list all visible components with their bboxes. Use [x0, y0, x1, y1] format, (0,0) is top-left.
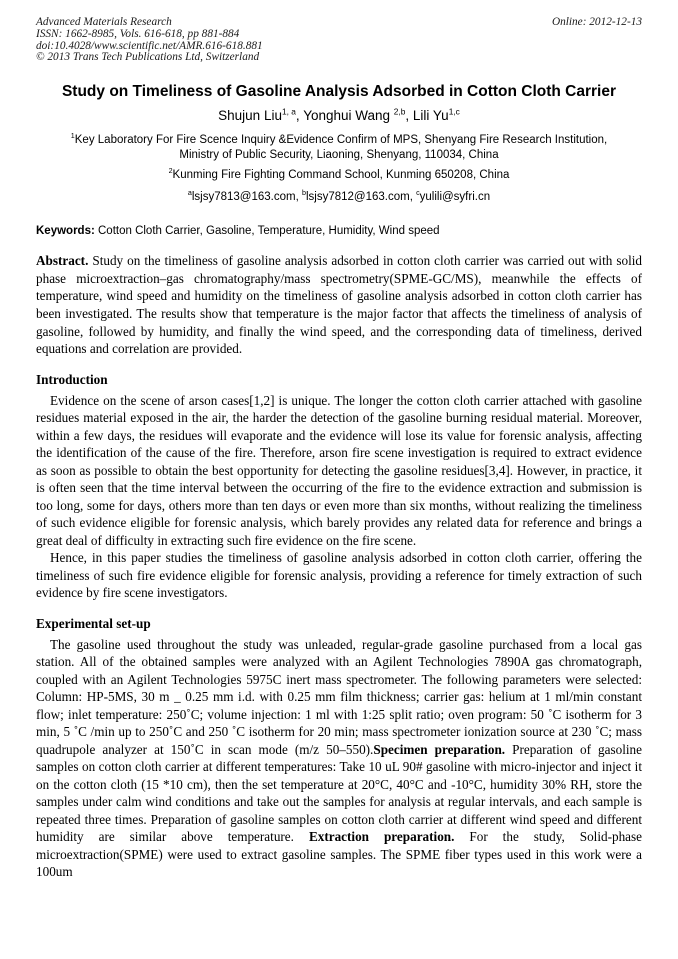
affiliation-1-text: Key Laboratory For Fire Scence Inquiry &Evidence Confirm of MPS, Shenyang Fire Research Institution, Ministry of Public Security, Liaoning, Shenyang, 110034, China [74, 134, 608, 162]
author-3 [413, 108, 460, 123]
author-1-affiliation-marker: 1, a [281, 106, 296, 117]
keywords-line [36, 224, 642, 239]
extraction-preparation-label: Extraction preparation. [308, 829, 455, 845]
experimental-text-2: Preparation of gasoline samples on cotton cloth carrier at different temperatures: Take 10 uL 90# gasoline with micro-injector and inject it on the cotton cloth (15 *10 cm), then the set temperature at 20°C, 40°C and -10°C, humidity 30% RH, store the samples under calm wind conditions and take out the samples for analysis at regular intervals, and each sample is repeated three times. Preparation of gasoline samples on cotton cloth carrier at different wind speed and different humidity are similar above temperature. [36, 741, 642, 845]
experimental-text-1: The gasoline used throughout the study was unleaded, regular-grade gasoline purchased from a local gas station. All of the obtained samples were analyzed with an Agilent Technologies 7890A gas chromatograph, coupled with an Agilent Technologies 5975C inert mass spectrometer. The following parameters were selected: Column: HP-5MS, 30 m _ 0.25 mm i.d. with 0.25 mm film thickness; carrier gas: helium at 1 ml/min constant flow; inlet temperature: 250˚C; volume injection: 1 ml with 1:25 split ratio; oven program: 50 ˚C isotherm for 3 min, 5 ˚C /min up to 250˚C and 250 ˚C isotherm for 20 min; mass spectrometer ionization source at 230 ˚C; mass quadrupole analyzer at 150˚C in scan mode (m/z 50–550). [36, 636, 642, 757]
author-1 [218, 108, 303, 123]
author-1-name: Shujun Liu [218, 108, 282, 124]
authors-line [36, 107, 642, 124]
experimental-text-3: For the study, Solid-phase microextraction(SPME) were used to extract gasoline samples. The SPME fiber types used in this work were a 100um [36, 829, 643, 880]
keywords-text: Cotton Cloth Carrier, Gasoline, Temperature, Humidity, Wind speed [94, 225, 440, 238]
email-a-separator: , [295, 191, 302, 204]
email-a [188, 191, 302, 203]
abstract-label: Abstract. [36, 253, 89, 269]
email-a-marker: a [187, 189, 192, 198]
author-emails-line [36, 190, 642, 205]
doi-line: doi:10.4028/www.scientific.net/AMR.616-618.881 [36, 39, 263, 52]
email-c-marker: c [416, 189, 420, 198]
journal-header [36, 17, 642, 64]
author-1-separator: , [295, 108, 304, 124]
section-heading-experimental: Experimental set-up [36, 615, 151, 631]
email-c [416, 191, 490, 203]
email-c-address: yulili@syfri.cn [419, 191, 491, 204]
email-a-address: lsjsy7813@163.com [191, 191, 296, 204]
author-3-name: Lili Yu [412, 108, 449, 124]
author-2-name: Yonghui Wang [303, 108, 394, 124]
email-b-address: lsjsy7812@163.com [305, 191, 410, 204]
abstract-text: Study on the timeliness of gasoline analysis adsorbed in cotton cloth carrier was carried out with solid phase microextraction–gas chromatography/mass spectrometry(SPME-GC/MS), meanwhile the effects of temperature, wind speed and humidity on the timeliness of gasoline analysis adsorbed in cotton cloth carrier has been investigated. The results show that temperature is the major factor that affects the timeliness of analysis of gasoline, followed by humidity, and finally the wind speed, and the corresponding data of timeliness, derived equations and correlation are provided. [36, 253, 642, 357]
author-3-affiliation-marker: 1,c [448, 106, 460, 117]
author-2-separator: , [405, 108, 413, 124]
online-date: Online: 2012-12-13 [551, 16, 642, 28]
affiliation-2 [36, 168, 642, 183]
keywords-label: Keywords: [36, 225, 95, 238]
affiliation-1-marker: 1 [70, 132, 75, 141]
abstract-paragraph [36, 252, 642, 358]
author-2-affiliation-marker: 2,b [393, 106, 406, 117]
specimen-preparation-label: Specimen preparation. [373, 741, 506, 757]
introduction-paragraph-2: Hence, in this paper studies the timeliness of gasoline analysis adsorbed in cotton cloth carrier, offering the timeliness of such fire evidence eligible for forensic analysis, providing a reference for timely extraction of such evidence by fire scene investigators. [36, 550, 642, 601]
email-b-separator: , [409, 191, 417, 204]
affiliation-1 [56, 133, 622, 163]
section-heading-introduction: Introduction [36, 371, 108, 387]
journal-name: Advanced Materials Research [36, 16, 172, 28]
affiliation-2-marker: 2 [168, 167, 173, 176]
email-b-marker: b [301, 189, 306, 198]
experimental-paragraph [36, 636, 642, 881]
copyright-line: © 2013 Trans Tech Publications Ltd, Switzerland [36, 51, 260, 64]
affiliation-2-text: Kunming Fire Fighting Command School, Kunming 650208, China [172, 169, 510, 182]
issn-line: ISSN: 1662-8985, Vols. 616-618, pp 881-884 [36, 27, 240, 40]
paper-title: Study on Timeliness of Gasoline Analysis Adsorbed in Cotton Cloth Carrier [61, 83, 617, 101]
author-2 [303, 108, 413, 123]
introduction-paragraph-1: Evidence on the scene of arson cases[1,2] is unique. The longer the cotton cloth carrier attached with gasoline residues material exposed in the air, the harder the detection of the gasoline burning residual material. Moreover, within a few days, the residues will evaporate and the evidence will lose its value for forensic analysis, affecting the identification of the cause of the fire. Therefore, arson fire scene investigation is required to extract evidence as soon as possible to obtain the best opportunity for detecting the gasoline residues[3,4]. However, in practice, it is often seen that the time interval between the occurring of the fire to the evidence extraction and submission is too long, some for days, others more than ten days or even more than six months, without realizing the timeliness of such evidence eligible for forensic analysis, which barely provides any related data for reference and brings a great deal of difficulty in extracting such fire evidence on the fire scene. [36, 392, 642, 548]
email-b [302, 191, 416, 203]
